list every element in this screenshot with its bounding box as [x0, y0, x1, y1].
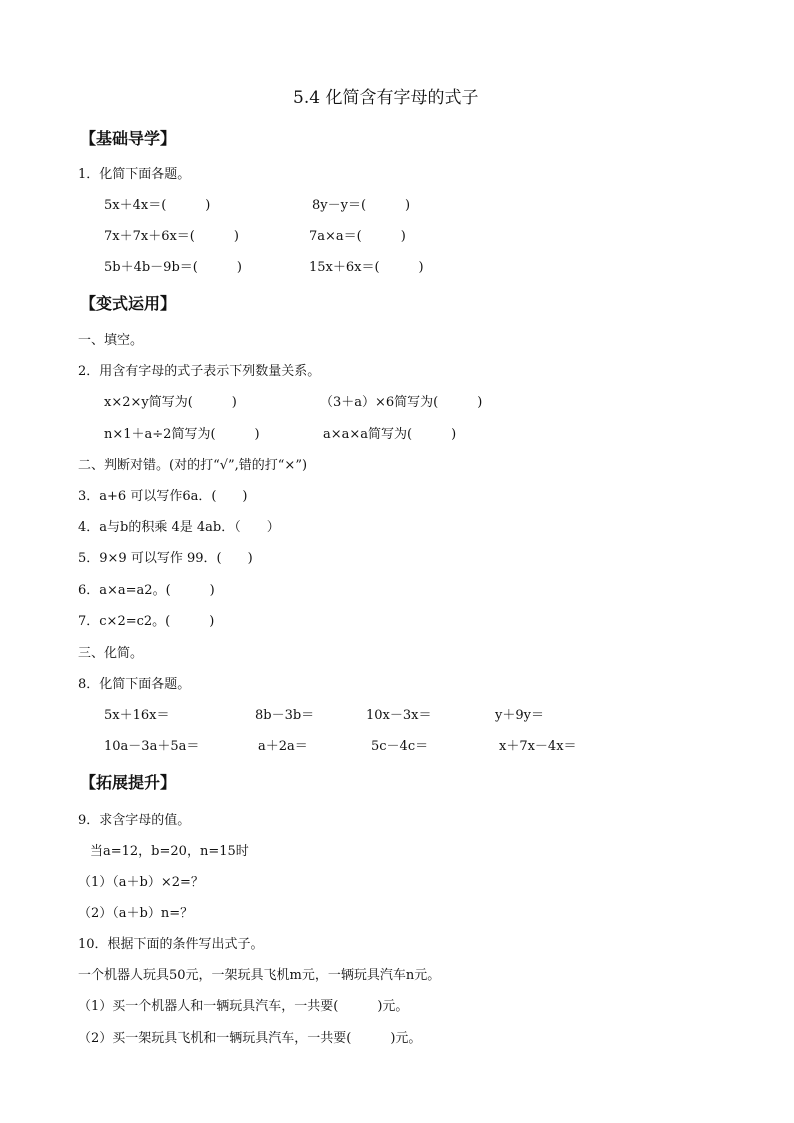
q10-sub-1: （1）买一个机器人和一辆玩具汽车，一共要( )元。: [78, 999, 409, 1014]
q8-item: 8b－3b＝: [255, 708, 315, 723]
section-heading-variant: 【变式运用】: [80, 294, 177, 313]
q8-item: 5c－4c＝: [371, 739, 429, 754]
q1-item: 7a×a＝( ): [309, 229, 406, 244]
q1-item: 7x＋7x＋6x＝( ): [104, 229, 239, 244]
section-heading-basic: 【基础导学】: [80, 129, 177, 148]
q10-description: 一个机器人玩具50元，一架玩具飞机m元，一辆玩具汽车n元。: [78, 968, 441, 983]
judge-item: 5．9×9 可以写作 99．( ): [78, 551, 253, 566]
question-2-label: 2．用含有字母的式子表示下列数量关系。: [78, 364, 321, 379]
q1-item: 5x＋4x＝( ): [104, 198, 211, 213]
question-1-label: 1．化简下面各题。: [78, 167, 191, 182]
q8-item: y＋9y＝: [495, 708, 544, 723]
q2-item: a×a×a简写为( ): [323, 427, 457, 442]
q9-condition: 当a=12，b=20，n=15时: [90, 844, 249, 859]
page-title: 5.4 化简含有字母的式子: [293, 88, 479, 108]
q2-item: x×2×y简写为( ): [104, 395, 237, 410]
part-1-label: 一、填空。: [78, 333, 144, 348]
question-9-label: 9．求含字母的值。: [78, 813, 191, 828]
judge-item: 6．a×a=a2。( ): [78, 583, 215, 598]
q1-item: 15x＋6x＝( ): [309, 260, 424, 275]
q8-item: 10a－3a＋5a＝: [104, 739, 200, 754]
judge-item: 4．a与b的积乘 4是 4ab．（ ）: [78, 520, 280, 535]
q8-item: 10x－3x＝: [366, 708, 432, 723]
judge-item: 7．c×2=c2。( ): [78, 614, 215, 629]
q9-sub-1: （1）（a＋b）×2=？: [78, 875, 204, 890]
question-10-label: 10．根据下面的条件写出式子。: [78, 937, 264, 952]
judge-item: 3．a+6 可以写作6a．( ): [78, 489, 248, 504]
q2-item: （3＋a）×6简写为( ): [320, 395, 483, 410]
q8-item: x＋7x－4x＝: [499, 739, 577, 754]
part-2-label: 二、判断对错。(对的打“√”,错的打“×”): [78, 458, 308, 473]
q9-sub-2: （2）（a＋b）n=？: [78, 906, 194, 921]
q1-item: 5b＋4b－9b＝( ): [104, 260, 242, 275]
part-3-label: 三、化简。: [78, 646, 144, 661]
q10-sub-2: （2）买一架玩具飞机和一辆玩具汽车，一共要( )元。: [78, 1031, 422, 1046]
question-8-label: 8．化简下面各题。: [78, 677, 191, 692]
section-heading-extension: 【拓展提升】: [80, 773, 177, 792]
q8-item: a＋2a＝: [258, 739, 308, 754]
q2-item: n×1＋a÷2简写为( ): [104, 427, 260, 442]
q8-item: 5x＋16x＝: [104, 708, 170, 723]
q1-item: 8y－y＝( ): [312, 198, 411, 213]
